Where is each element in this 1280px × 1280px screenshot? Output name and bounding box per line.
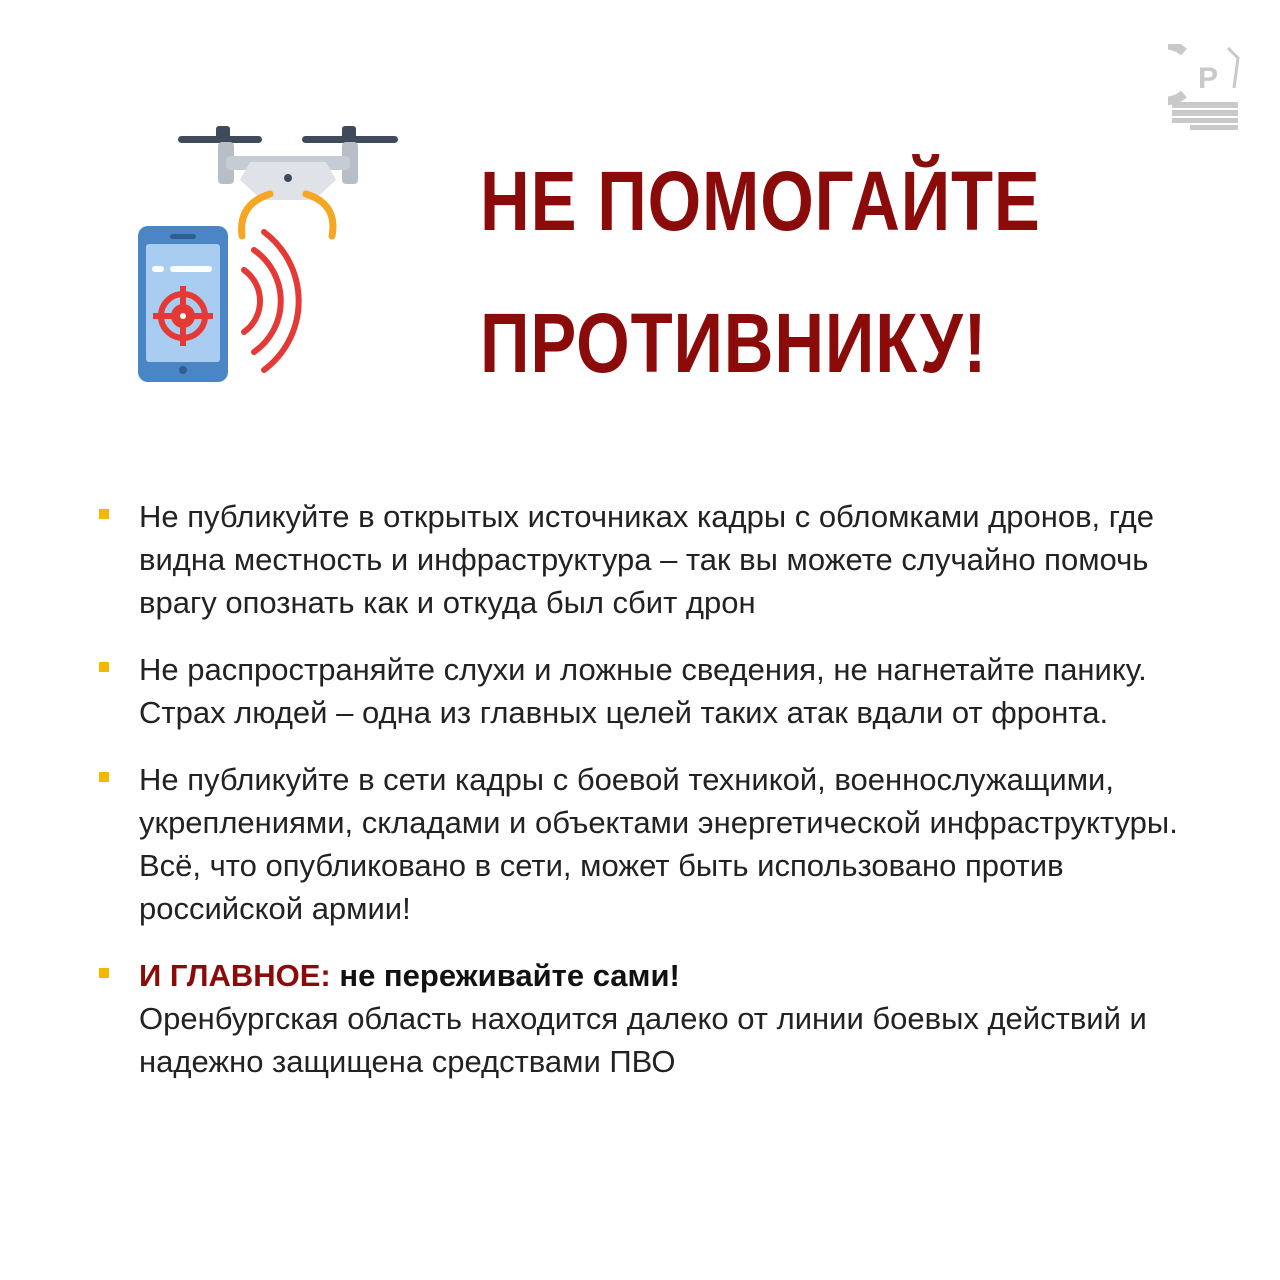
- list-item: [96, 648, 1216, 734]
- list-item-text: Не публикуйте в открытых источниках кадры с обломками дронов, где видна местность и инфраструктура – так вы можете случайно помочь врагу опознать как и откуда был сбит дрон: [139, 499, 1155, 620]
- bullet-marker-icon: [99, 662, 109, 672]
- advice-list: [96, 495, 1216, 1107]
- final-lead-red: И ГЛАВНОЕ:: [139, 958, 331, 993]
- bullet-marker-icon: [99, 509, 109, 519]
- party-logo: [1168, 44, 1244, 132]
- title-line-2: ПРОТИВНИКУ!: [480, 296, 988, 390]
- list-item: [96, 758, 1216, 930]
- drone-phone-target-icon: [130, 120, 410, 390]
- svg-text:P: P: [1198, 62, 1219, 95]
- bullet-marker-icon: [99, 968, 109, 978]
- final-text: Оренбургская область находится далеко от линии боевых действий и надежно защищена средствами ПВО: [139, 1001, 1147, 1079]
- final-lead-black: не переживайте сами!: [339, 958, 680, 993]
- list-item-text: Не публикуйте в сети кадры с боевой техникой, военнослужащими, укреплениями, складами и объектами энергетической инфраструктуры. Всё, что опубликовано в сети, может быть использовано против российской армии!: [139, 762, 1178, 926]
- page-title: [480, 130, 1070, 414]
- list-item-text: Не распространяйте слухи и ложные сведения, не нагнетайте панику. Страх людей – одна из главных целей таких атак вдали от фронта.: [139, 652, 1147, 730]
- list-item-final: [96, 954, 1216, 1083]
- final-heading: [139, 954, 1216, 997]
- list-item: [96, 495, 1216, 624]
- bullet-marker-icon: [99, 772, 109, 782]
- title-line-1: НЕ ПОМОГАЙТЕ: [480, 154, 1041, 248]
